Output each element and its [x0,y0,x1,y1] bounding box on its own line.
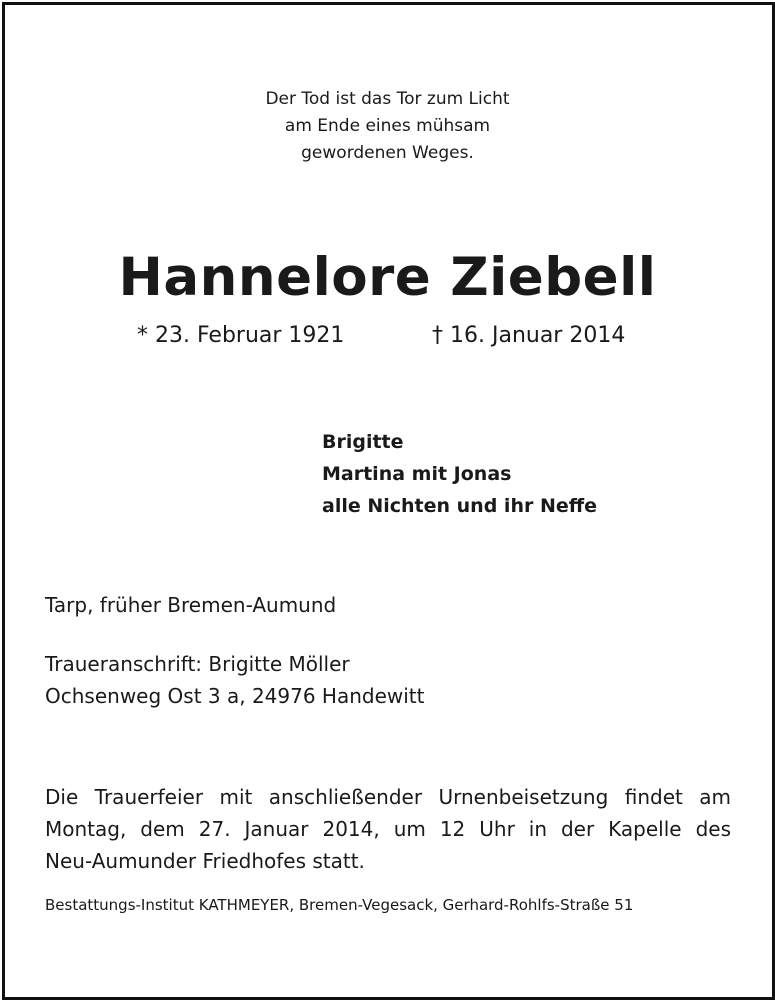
funeral-home: Bestattungs-Institut KATHMEYER, Bremen-Vegesack, Gerhard-Rohlfs-Straße 51 [45,896,634,914]
address-line: Ochsenweg Ost 3 a, 24976 Handewitt [45,684,425,708]
motto-line: gewordenen Weges. [301,143,474,163]
motto-line: am Ende eines mühsam [284,116,491,136]
service-line: Montag, dem 27. Januar 2014, um 12 Uhr in der Kapelle des [45,817,731,841]
mourner: Martina mit Jonas [322,463,512,485]
motto-line: Der Tod ist das Tor zum Licht [265,89,510,109]
deceased-name: Hannelore Ziebell [118,247,657,308]
address-line: Traueranschrift: Brigitte Möller [45,652,350,676]
birth-date: * 23. Februar 1921 [137,323,345,348]
funeral-service-info [45,781,731,877]
motto-verse [0,86,775,167]
mourning-address [45,648,425,712]
mourner: Brigitte [322,431,404,453]
mourners-list [322,426,597,522]
service-line: Die Trauerfeier mit anschließender Urnenbeisetzung findet am [45,785,731,809]
service-line: Neu-Aumunder Friedhofes statt. [45,849,365,873]
death-date: † 16. Januar 2014 [432,323,626,348]
mourner: alle Nichten und ihr Neffe [322,495,598,517]
place-of-residence: Tarp, früher Bremen-Aumund [45,593,337,617]
